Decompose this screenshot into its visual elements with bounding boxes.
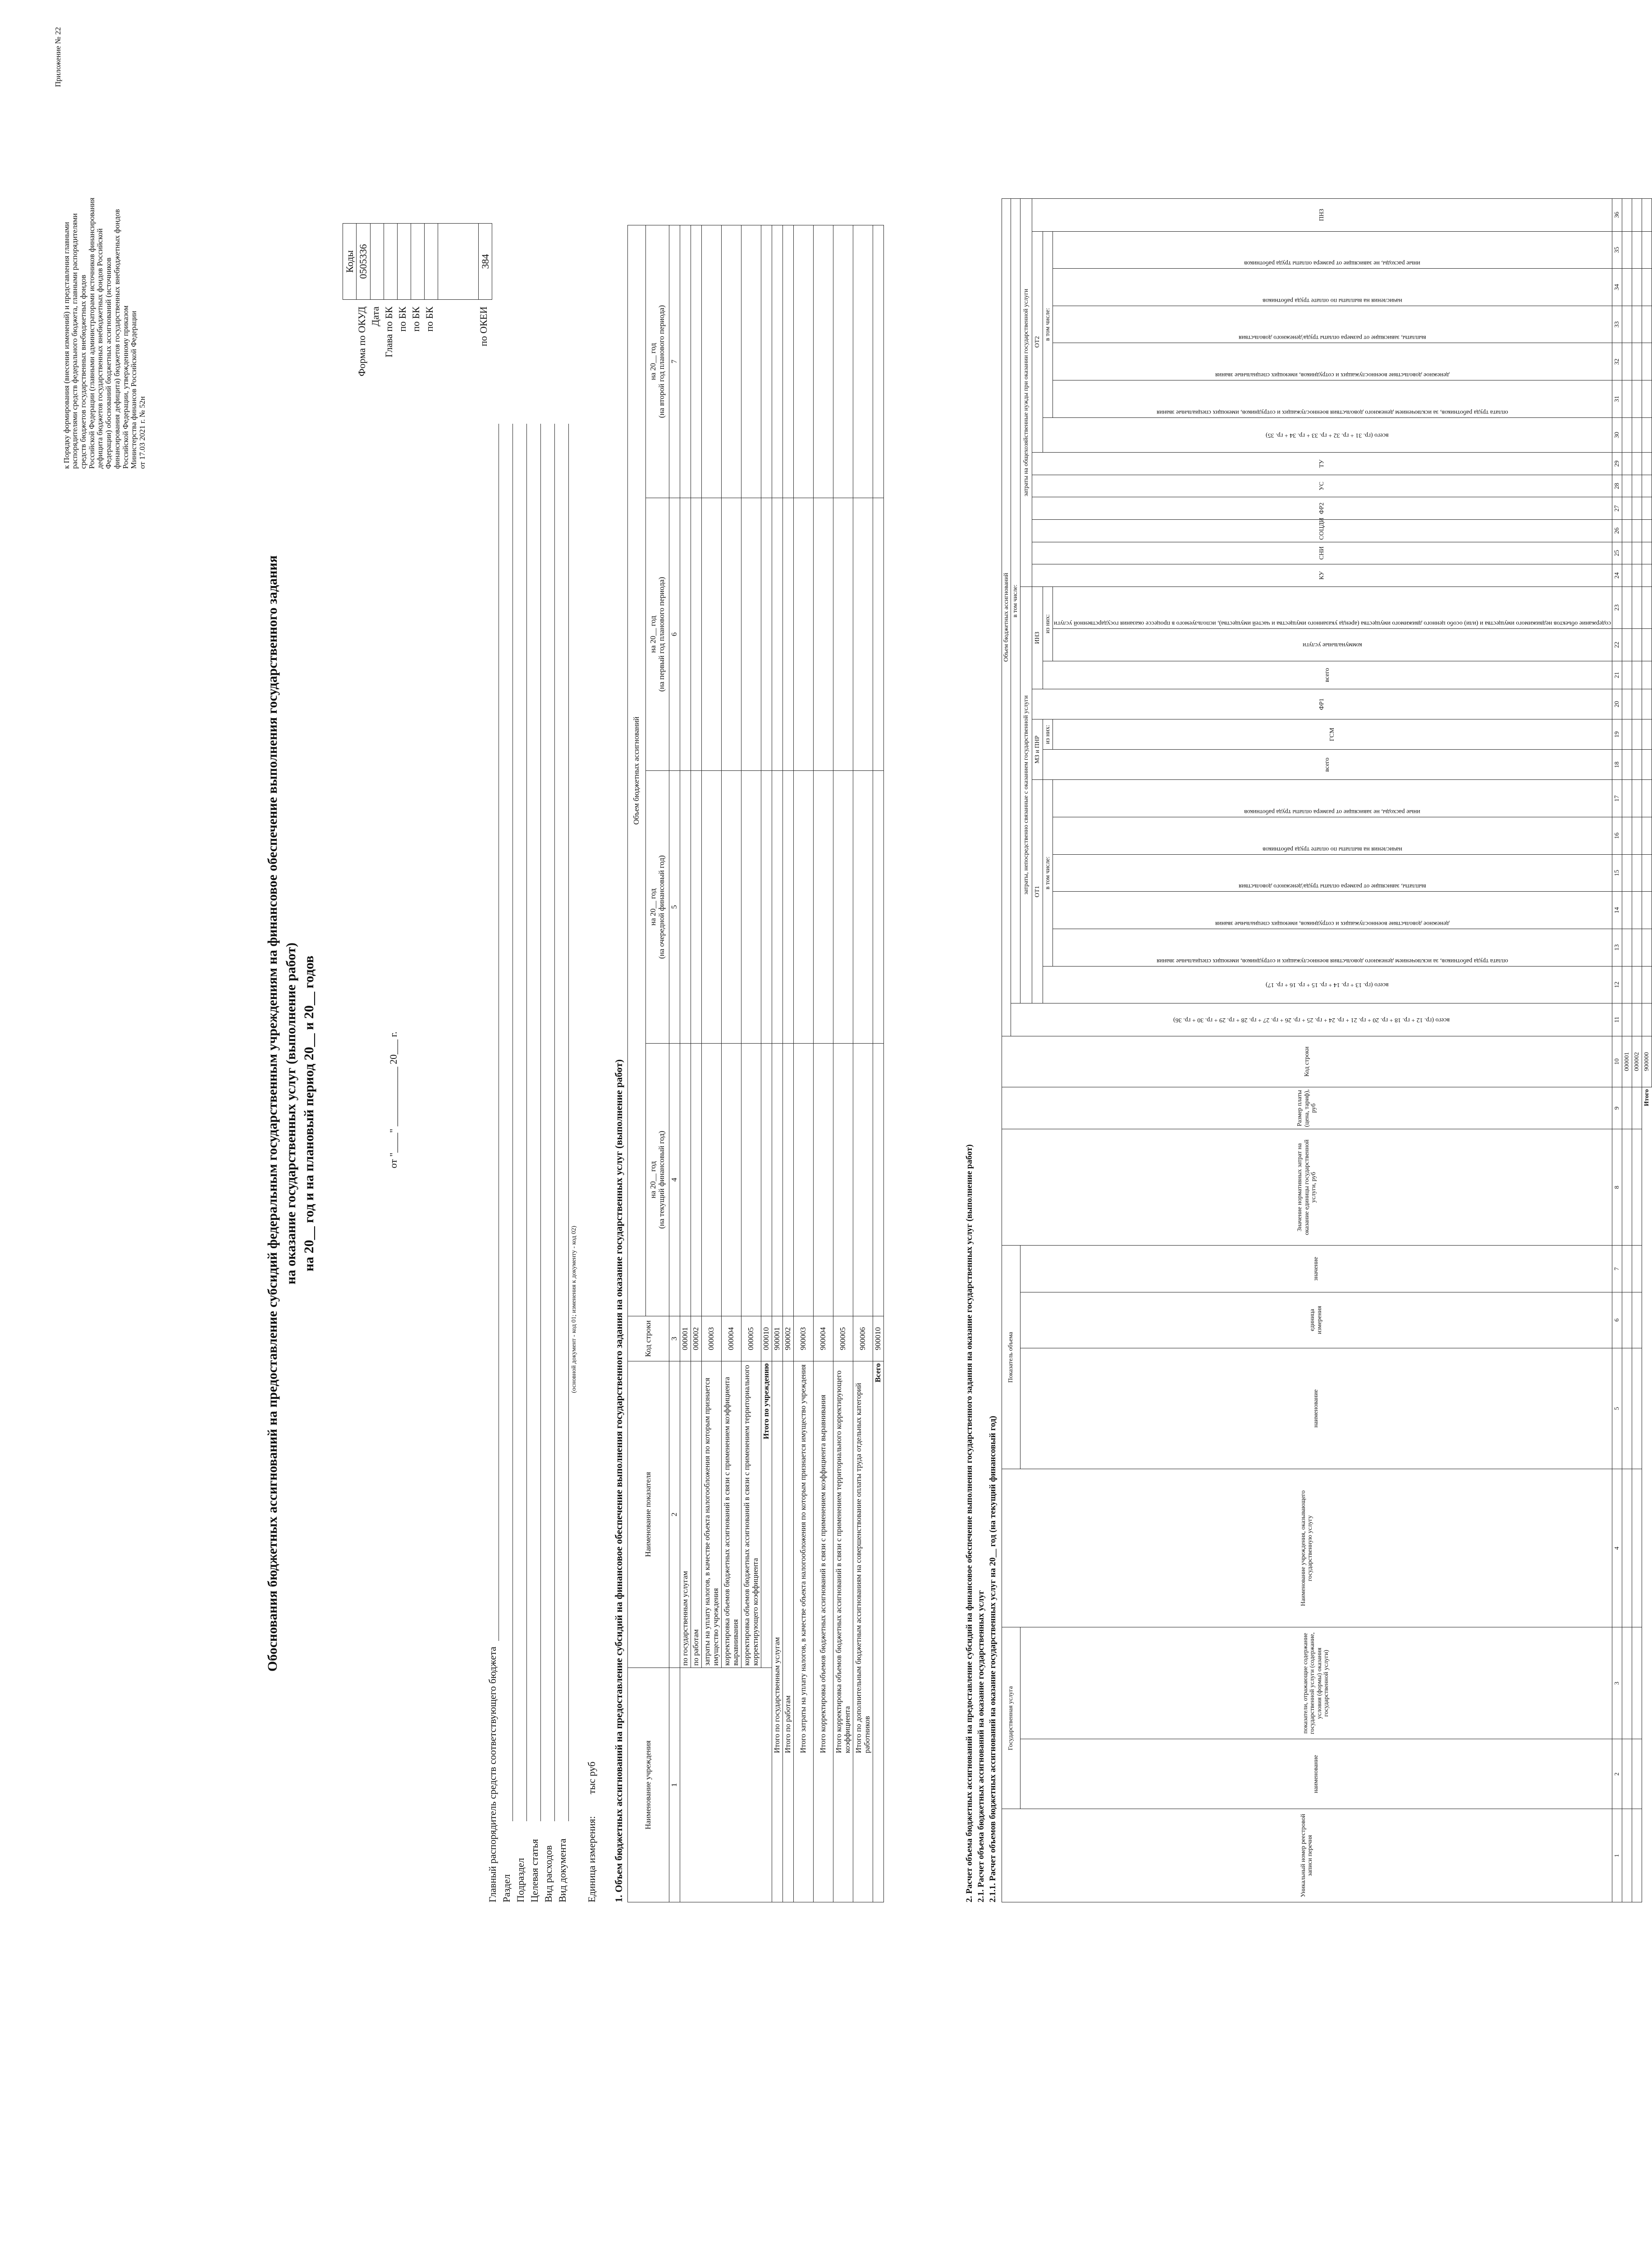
s2-header-c23	[1053, 586, 1612, 628]
s1-row-code: 900004	[814, 1316, 833, 1361]
s1-row-name: Итого корректировка объемов бюджетных ассигнований в связи с применением территориального корректирующего коэффициента	[833, 1361, 853, 1902]
s2-total-label: Итого	[1642, 1087, 1652, 1902]
s2-colnum: 25	[1612, 542, 1622, 564]
form-title	[264, 144, 319, 2083]
s2-colnum: 15	[1612, 854, 1622, 892]
s1-row-name: Итого по государственным услугам	[772, 1361, 783, 1902]
s1-row-code: 000010	[761, 1316, 772, 1361]
s1-header-y2	[646, 771, 669, 1044]
s1-row-name: Итого по работам	[783, 1361, 794, 1902]
s2-colnum-row	[1612, 199, 1622, 1902]
s2-header-c15	[1053, 854, 1612, 892]
s1-y4-label: на 20__ год	[648, 343, 657, 380]
s1-row-code: 900006	[853, 1316, 873, 1361]
s2-data-row	[1622, 199, 1632, 1902]
s1-y3-label: на 20__ год	[648, 615, 657, 653]
codes-label-bk: по БК	[397, 307, 408, 332]
s2-header-ot1: ОТ1	[1032, 780, 1043, 1003]
appendix-line: к Порядку формирования (внесения изменений) и представления главными	[62, 222, 71, 469]
s2-header-svc-content: показатели, отражающие содержание государственной услуги (содержание, условия (формы) оказания государственной услуги)	[1020, 1627, 1612, 1739]
s2-c23-text: содержание объектов недвижимого имущества и (или) особо ценного движимого имущества (аренда указанного имущества и частей имущества), используемого в процессе оказания государственной услуги	[1053, 619, 1611, 627]
s2-ot2-total-text: всего (гр. 31 + гр. 32 + гр. 33 + гр. 34 + гр. 35)	[1266, 431, 1389, 439]
s2-c35-text: иные расходы, не зависящие от размера оплаты труда работников	[1244, 260, 1421, 267]
s2-c33-text: выплаты, зависящие от размера оплаты труда/денежного довольствия	[1238, 334, 1426, 341]
s1-row-name: по государственным услугам	[680, 1361, 691, 1668]
s1-row-code: 000005	[741, 1316, 761, 1361]
s2-c16-text: начисления на выплаты по оплате труда работников	[1262, 845, 1402, 852]
s2-colnum: 7	[1612, 1246, 1622, 1292]
codes-label-date: Дата	[370, 307, 381, 326]
s2-colnum: 9	[1612, 1087, 1622, 1129]
s2-header-mz-total: всего	[1043, 750, 1612, 780]
s1-row-name: корректировка объемов бюджетных ассигнований в связи с применением коэффициента выравнивания	[722, 1361, 741, 1668]
s1-header-y4	[646, 225, 669, 498]
codes-table	[343, 223, 492, 300]
s2-row-code: 000001	[1622, 1036, 1632, 1087]
s1-colnum: 1	[669, 1668, 680, 1902]
s2-header-pnz: ПНЗ	[1032, 199, 1612, 232]
codes-label-okud: Форма по ОКУД	[356, 307, 367, 376]
field-underline	[568, 424, 569, 1821]
s2-c32-text: денежное довольствие военнослужащих и сотрудников, имеющих специальные звания	[1215, 371, 1450, 379]
s1-row-code: 900010	[873, 1316, 884, 1361]
s2-header-c34	[1053, 269, 1612, 306]
appendix-block	[54, 27, 147, 469]
s2-colnum: 28	[1612, 475, 1622, 497]
s2-header-inz-ofwhich: из них:	[1043, 586, 1053, 661]
s2-colnum: 10	[1612, 1036, 1622, 1087]
codes-label-chapter: Глава по БК	[383, 307, 394, 357]
s2-colnum: 20	[1612, 689, 1622, 719]
title-line-3: на 20__ год и на плановый период 20__ и 20__ годов	[302, 955, 316, 1272]
s2-header-c35	[1053, 231, 1612, 269]
section2-sub1: 2.1. Расчет объема бюджетных ассигнований на оказание государственных услуг	[976, 1590, 986, 1902]
s2-colnum: 19	[1612, 719, 1622, 750]
s2-header-c33	[1053, 306, 1612, 343]
field-subsection: Подраздел	[515, 1858, 526, 1902]
field-section: Раздел	[501, 1874, 512, 1902]
code-okei: 384	[478, 224, 492, 300]
s2-header-incl: в том числе:	[1011, 199, 1020, 1003]
s2-colnum: 11	[1612, 1003, 1622, 1036]
section2-table	[1002, 198, 1652, 1902]
s2-colnum: 23	[1612, 586, 1622, 628]
unit-label: Единица измерения:	[586, 1816, 597, 1902]
s2-header-fee: Размер платы (цена, тариф), руб	[1002, 1087, 1612, 1129]
s2-header-c17	[1053, 780, 1612, 817]
s2-header-norm: Значение нормативных затрат на оказание единицы государственной услуги, руб	[1002, 1129, 1612, 1246]
s2-header-code: Код строки	[1002, 1036, 1612, 1087]
codes-label-okei: по ОКЕИ	[478, 307, 489, 347]
s2-colnum: 26	[1612, 519, 1622, 542]
s2-colnum: 17	[1612, 780, 1622, 817]
s2-colnum: 13	[1612, 929, 1622, 966]
s2-c22-text: коммунальные услуги	[1302, 641, 1362, 649]
s2-total-row	[1642, 199, 1652, 1902]
s1-row-name: Итого по учреждению	[761, 1361, 772, 1668]
s1-row-name: Итого по дополнительным бюджетным ассигнованиям на совершенствование оплаты труда отдельных категорий работников	[853, 1361, 873, 1902]
section1-title: 1. Объем бюджетных ассигнований на предоставление субсидий на финансовое обеспечение выполнения государственного задания на оказание государственных услуг (выполнение работ)	[613, 1059, 624, 1902]
s2-header-sni: СНИ	[1032, 542, 1612, 564]
s1-row-name: Итого корректировка объемов бюджетных ассигнований в связи с применением коэффициента выравнивания	[814, 1361, 833, 1902]
code-date	[370, 224, 384, 300]
s2-ot1-total-text: всего (гр. 13 + гр. 14 + гр. 15 + гр. 16 + гр. 17)	[1266, 981, 1389, 989]
s1-row-name: по работам	[691, 1361, 702, 1668]
code-bk	[424, 224, 438, 300]
s2-colnum: 14	[1612, 892, 1622, 929]
s1-colnum: 4	[669, 1044, 680, 1316]
section2-sub2: 2.1.1. Расчет объемов бюджетных ассигнований на оказание государственных услуг на 20__ год (на текущий финансовый год)	[988, 1416, 998, 1902]
s2-c17-text: иные расходы, не зависящие от размера оплаты труда работников	[1244, 808, 1421, 815]
s1-colnum: 6	[669, 498, 680, 771]
s2-colnum: 18	[1612, 750, 1622, 780]
s1-row-name: Всего	[873, 1361, 884, 1902]
s2-header-mz-ofwhich: из них:	[1043, 719, 1053, 750]
appendix-title: Приложение № 22	[54, 27, 62, 87]
s2-colnum: 12	[1612, 966, 1622, 1003]
s2-total-code: 900000	[1642, 1036, 1652, 1087]
s1-header-volume: Объем бюджетных ассигнований	[628, 225, 646, 1316]
s2-header-socdi: СОЦДИ	[1032, 519, 1612, 542]
s2-header-c14	[1053, 892, 1612, 929]
s2-header-vol-name: наименование	[1020, 1348, 1612, 1469]
s2-colnum: 6	[1612, 1292, 1622, 1348]
code-chapter	[384, 224, 397, 300]
s2-colnum: 27	[1612, 497, 1622, 520]
s1-colnum: 2	[669, 1361, 680, 1668]
s1-header-y1	[646, 1044, 669, 1316]
code-bk	[411, 224, 424, 300]
s1-header-indicator: Наименование показателя	[628, 1361, 669, 1668]
s2-header-gsm: ГСМ	[1053, 719, 1612, 750]
field-underline	[554, 424, 555, 1821]
doc-type-note: (основной документ - код 01; изменения к документу - код 02)	[571, 1226, 577, 1393]
s2-colnum: 3	[1612, 1627, 1622, 1739]
code-okud: 0505336	[357, 224, 370, 300]
appendix-line: средств бюджетов государственных внебюджетных фондов	[79, 275, 88, 469]
s2-data-row	[1632, 199, 1642, 1902]
s2-header-c32	[1053, 343, 1612, 380]
s2-header-vol-unit: единица измерения	[1020, 1292, 1612, 1348]
field-main-distributor: Главный распорядитель средств соответствующего бюджета	[487, 1646, 498, 1902]
field-underline	[540, 424, 541, 1821]
s1-row-name: затраты на уплату налогов, в качестве объекта налогообложения по которым признается имущество учреждения	[702, 1361, 722, 1668]
s2-colnum: 31	[1612, 380, 1622, 418]
s1-y1-label: на 20__ год	[648, 1161, 657, 1199]
s1-row-code: 900003	[794, 1316, 814, 1361]
s2-colnum: 21	[1612, 661, 1622, 689]
s1-colnum: 3	[669, 1316, 680, 1361]
field-target-article: Целевая статья	[529, 1839, 540, 1902]
field-expense-type: Вид расходов	[543, 1845, 554, 1902]
s1-row-code: 000002	[691, 1316, 702, 1361]
s1-y3-sub: (на первый год планового периода)	[657, 577, 666, 692]
s1-y1-sub: (на текущий финансовый год)	[657, 1131, 666, 1229]
s2-colnum: 35	[1612, 231, 1622, 269]
s1-colnum: 5	[669, 771, 680, 1044]
s2-colnum: 5	[1612, 1348, 1622, 1469]
s2-header-budget: Объем бюджетных ассигнований	[1002, 199, 1011, 1036]
s2-header-inz-total: всего	[1043, 661, 1612, 689]
codes-label-bk: по БК	[410, 307, 421, 332]
s2-header-mz: МЗ и ПНР	[1032, 719, 1043, 780]
appendix-line: распорядителями средств федерального бюджета, главными распорядителями	[70, 213, 79, 469]
s2-colnum: 24	[1612, 564, 1622, 587]
s2-c31-text: оплата труда работников, за исключением денежного довольствия военнослужащих и сотрудников, имеющих специальные звания	[1156, 408, 1508, 416]
field-underline	[526, 424, 527, 1821]
code-bk	[397, 224, 411, 300]
s2-row-code: 000002	[1632, 1036, 1642, 1087]
s1-colnum: 7	[669, 225, 680, 498]
s1-row-code: 000001	[680, 1316, 691, 1361]
s2-colnum: 2	[1612, 1739, 1622, 1809]
codes-labels	[343, 307, 491, 433]
codes-header: Коды	[343, 224, 357, 300]
s2-header-fr1: ФР1	[1032, 689, 1612, 719]
appendix-line: Российской Федерации (главными администраторами источников финансирования	[87, 197, 96, 469]
s2-colnum: 22	[1612, 628, 1622, 661]
s2-colnum: 30	[1612, 417, 1622, 452]
s2-c34-text: начисления на выплаты по оплате труда работников	[1262, 297, 1402, 304]
s2-colnum: 1	[1612, 1809, 1622, 1902]
s2-colnum: 8	[1612, 1129, 1622, 1246]
s1-y2-label: на 20__ год	[648, 888, 657, 926]
s2-header-fr2: ФР2	[1032, 497, 1612, 520]
s2-header-svc-name: наименование	[1020, 1739, 1612, 1809]
s2-header-c31	[1053, 380, 1612, 418]
appendix-line: финансирования дефицита) бюджетов государственных внебюджетных фондов	[112, 209, 121, 469]
codes-label-bk: по БК	[424, 307, 435, 332]
s1-header-y3	[646, 498, 669, 771]
section2-title: 2. Расчет объема бюджетных ассигнований на предоставление субсидий на финансовое обеспечение выполнения государственного задания на оказание государственных услуг (выполнение работ)	[965, 1144, 974, 1902]
fields-block	[487, 1632, 571, 1902]
s2-header-total	[1011, 1003, 1612, 1036]
s2-header-c13	[1053, 929, 1612, 966]
title-line-1: Обоснования бюджетных ассигнований на предоставление субсидий федеральным государственным учреждениям на финансовое обеспечение выполнения государственного задания	[265, 555, 280, 1672]
code-blank	[438, 224, 478, 300]
s2-header-ot1-incl: в том числе:	[1043, 780, 1053, 966]
s2-header-tu: ТУ	[1032, 453, 1612, 475]
section1-table	[627, 225, 884, 1902]
s2-header-volume-indicator: Показатель объема	[1002, 1246, 1020, 1469]
s2-colnum: 33	[1612, 306, 1622, 343]
s2-header-vol-value: значение	[1020, 1246, 1612, 1292]
s1-row-code: 000004	[722, 1316, 741, 1361]
s2-colnum: 36	[1612, 199, 1622, 232]
s2-header-us: УС	[1032, 475, 1612, 497]
appendix-line: Федерации) обоснований бюджетных ассигнований (источников	[104, 257, 113, 469]
s2-total-text: всего (гр. 12 + гр. 18 + гр. 20 + гр. 21 + гр. 24 + гр. 25 + гр. 26 + гр. 27 + гр. 28 + гр. 29 + гр. 30 + гр. 36)	[1173, 1016, 1450, 1023]
s2-c13-text: оплата труда работников, за исключением денежного довольствия военнослужащих и сотрудников, имеющих специальные звания	[1156, 957, 1508, 964]
s1-row-code: 900001	[772, 1316, 783, 1361]
title-line-2: на оказание государственных услуг (выполнение работ)	[283, 942, 298, 1285]
s1-header-code: Код строки	[628, 1316, 669, 1361]
s1-org-cell	[680, 1668, 772, 1902]
field-document-type: Вид документа	[557, 1838, 568, 1902]
s1-row-name: Итого затраты на уплату налогов, в качестве объекта налогообложения по которым признается имущество учреждения	[794, 1361, 814, 1902]
s2-header-uid: Уникальный номер реестровой записи перечня	[1002, 1809, 1612, 1902]
s2-colnum: 32	[1612, 343, 1622, 380]
appendix-line: Российской Федерации, утвержденному приказом	[121, 305, 130, 469]
s1-y4-sub: (на второй год планового периода)	[657, 305, 666, 418]
s2-header-ot1-total	[1043, 966, 1612, 1003]
s2-colnum: 29	[1612, 453, 1622, 475]
appendix-order-line: от 17.03 2021 г. № 52н	[137, 396, 146, 469]
s2-colnum: 16	[1612, 817, 1622, 855]
unit-value: тыс руб	[586, 1761, 597, 1794]
s2-header-ot2-incl: в том числе:	[1043, 231, 1053, 417]
s2-header-inz: ИНЗ	[1032, 586, 1043, 689]
s1-row-code: 000003	[702, 1316, 722, 1361]
s2-header-c16	[1053, 817, 1612, 855]
s2-header-ku: КУ	[1032, 564, 1612, 587]
s2-header-service: Государственная услуга	[1002, 1627, 1020, 1809]
appendix-line: дефицита бюджетов государственных внебюджетных фондов Российской	[96, 228, 105, 469]
s2-header-ot2: ОТ2	[1032, 231, 1043, 453]
s2-c15-text: выплаты, зависящие от размера оплаты труда/денежного довольствия	[1238, 883, 1426, 890]
s1-row-code: 900005	[833, 1316, 853, 1361]
form-date: от "____" ____________ 20___ г.	[388, 1031, 399, 1168]
s1-header-org: Наименование учреждения	[628, 1668, 669, 1902]
s1-row-code: 900002	[783, 1316, 794, 1361]
s1-y2-sub: (на очередной финансовый год)	[657, 855, 666, 959]
s2-header-general: затраты на общехозяйственные нужды при оказании государственной услуги	[1020, 199, 1032, 587]
appendix-line: Министерства финансов Российской Федерации	[129, 311, 138, 469]
s2-header-direct: затраты, непосредственно связанные с оказанием государственной услуги	[1020, 586, 1032, 1003]
s2-colnum: 34	[1612, 269, 1622, 306]
s2-c14-text: денежное довольствие военнослужащих и сотрудников, имеющих специальные звания	[1215, 920, 1450, 927]
s2-colnum: 4	[1612, 1469, 1622, 1627]
s1-row-name: корректировка объемов бюджетных ассигнований в связи с применением территориального корректирующего коэффициента	[741, 1361, 761, 1668]
s2-header-org: Наименование учреждения, оказывающего государственную услугу	[1002, 1469, 1612, 1627]
